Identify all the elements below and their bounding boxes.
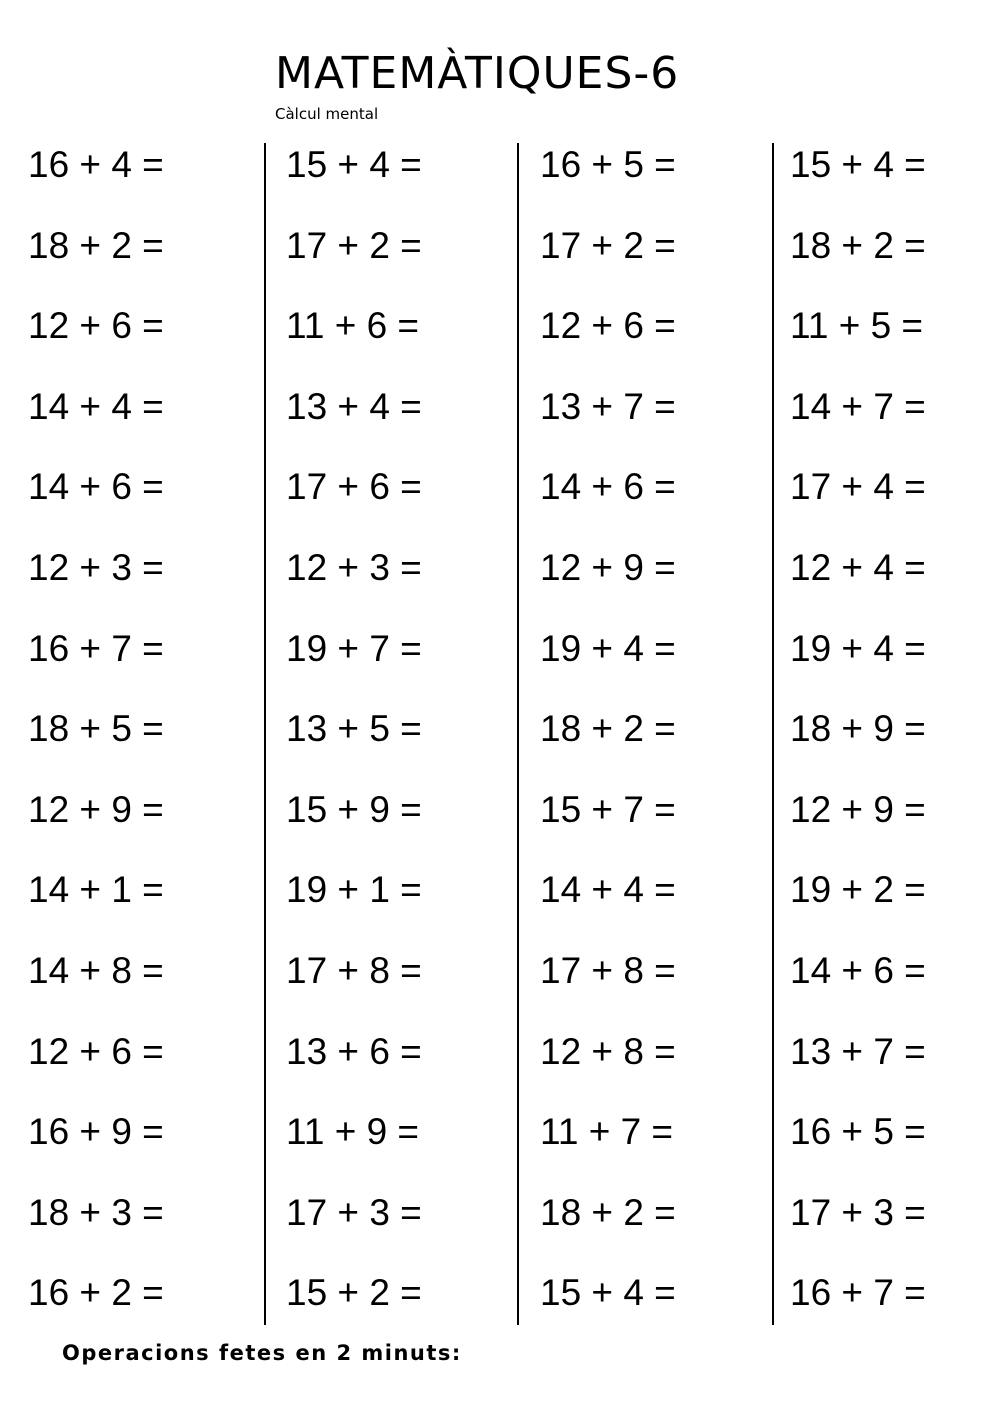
operation: 11 + 9 = <box>286 1111 420 1153</box>
operation: 12 + 6 = <box>28 1030 164 1072</box>
operation: 12 + 3 = <box>28 547 164 588</box>
operation: 15 + 4 = <box>286 144 422 185</box>
operation: 18 + 2 = <box>540 708 676 750</box>
operation: 12 + 8 = <box>540 1030 676 1072</box>
operation: 19 + 4 = <box>790 627 926 669</box>
operation: 15 + 2 = <box>286 1272 422 1314</box>
operation: 14 + 4 = <box>540 869 676 911</box>
page-title: MATEMÀTIQUES-6 <box>275 48 680 99</box>
operation: 17 + 3 = <box>790 1191 926 1233</box>
operation: 19 + 4 = <box>540 627 676 669</box>
footer-note: Operacions fetes en 2 minuts: <box>62 1341 462 1365</box>
operation: 13 + 5 = <box>286 708 422 750</box>
operation: 18 + 2 = <box>540 1191 676 1233</box>
operation: 14 + 1 = <box>28 869 164 911</box>
operation: 16 + 4 = <box>28 144 164 185</box>
operation: 12 + 4 = <box>790 547 926 588</box>
operation: 13 + 7 = <box>790 1030 926 1072</box>
operation: 16 + 5 = <box>540 144 676 185</box>
operation: 14 + 8 = <box>28 950 164 991</box>
operation: 16 + 7 = <box>790 1272 926 1314</box>
operation: 17 + 6 = <box>286 466 422 508</box>
operation: 16 + 5 = <box>790 1111 926 1153</box>
operation: 16 + 7 = <box>28 627 164 669</box>
operation: 19 + 7 = <box>286 627 422 669</box>
operation: 12 + 9 = <box>790 788 926 830</box>
operation: 11 + 6 = <box>286 305 420 347</box>
column-divider <box>772 143 774 1325</box>
operation: 18 + 2 = <box>790 224 926 266</box>
operation: 17 + 2 = <box>540 224 676 266</box>
operation: 11 + 7 = <box>540 1111 674 1153</box>
operation: 14 + 7 = <box>790 385 926 427</box>
operation: 12 + 3 = <box>286 547 422 588</box>
operation: 13 + 7 = <box>540 385 676 427</box>
operation: 18 + 2 = <box>28 224 164 266</box>
operation: 15 + 7 = <box>540 788 676 830</box>
column-divider <box>264 143 266 1325</box>
operation: 11 + 5 = <box>790 305 924 347</box>
operation: 14 + 6 = <box>28 466 164 508</box>
operation: 18 + 9 = <box>790 708 926 750</box>
operation: 17 + 2 = <box>286 224 422 266</box>
operation: 16 + 2 = <box>28 1272 164 1314</box>
operation: 17 + 8 = <box>286 950 422 991</box>
operation: 17 + 3 = <box>286 1191 422 1233</box>
column-divider <box>517 143 519 1325</box>
operation: 14 + 6 = <box>540 466 676 508</box>
operation: 12 + 9 = <box>28 788 164 830</box>
operation: 13 + 4 = <box>286 385 422 427</box>
page-subtitle: Càlcul mental <box>275 105 379 123</box>
operation: 12 + 9 = <box>540 547 676 588</box>
operation: 19 + 2 = <box>790 869 926 911</box>
operation: 13 + 6 = <box>286 1030 422 1072</box>
operation: 12 + 6 = <box>28 305 164 347</box>
operation: 17 + 8 = <box>540 950 676 991</box>
operation: 18 + 3 = <box>28 1191 164 1233</box>
operation: 16 + 9 = <box>28 1111 164 1153</box>
operation: 15 + 4 = <box>790 144 926 185</box>
operation: 15 + 4 = <box>540 1272 676 1314</box>
operation: 14 + 6 = <box>790 950 926 991</box>
operation: 17 + 4 = <box>790 466 926 508</box>
operation: 19 + 1 = <box>286 869 422 911</box>
operation: 12 + 6 = <box>540 305 676 347</box>
operation: 15 + 9 = <box>286 788 422 830</box>
operation: 18 + 5 = <box>28 708 164 750</box>
operation: 14 + 4 = <box>28 385 164 427</box>
